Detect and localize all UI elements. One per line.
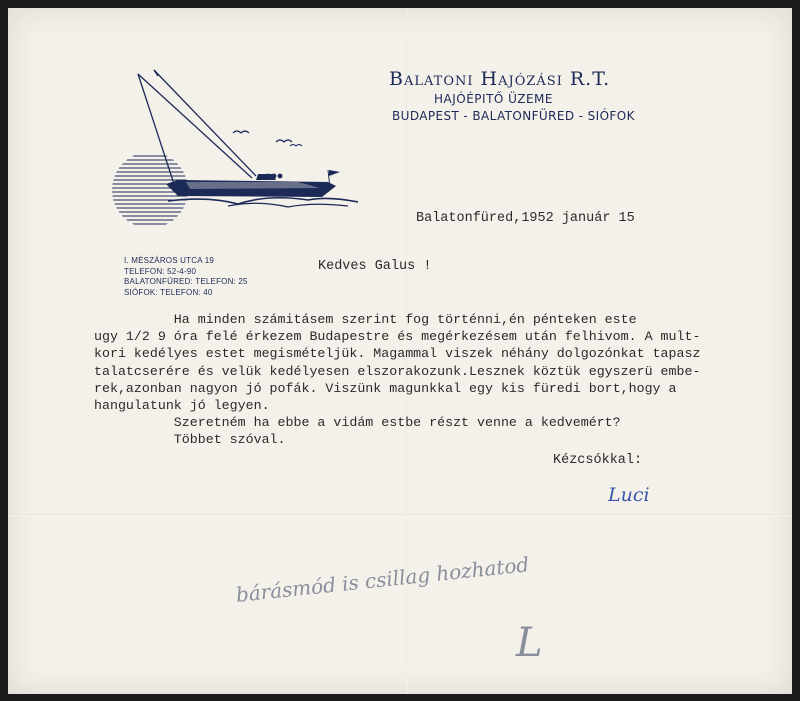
company-locations: BUDAPEST - BALATONFÜRED - SIÓFOK bbox=[392, 109, 635, 123]
pencil-initial: L bbox=[516, 620, 543, 666]
body-line: Ha minden számitásem szerint fog történni,én pénteken este bbox=[94, 312, 637, 327]
body-line: kori kedélyes estet megismételjük. Magammal viszek néhány dolgozónkat tapasz bbox=[94, 346, 701, 362]
letter-closing: Kézcsókkal: bbox=[553, 453, 643, 468]
body-line: ugy 1/2 9 óra felé érkezem Budapestre és megérkezésem után felhivom. A mult- bbox=[94, 329, 701, 345]
company-header bbox=[389, 68, 689, 123]
pencil-annotation: bárásmód is csillag hozhatod bbox=[234, 552, 531, 607]
body-line: Szeretném ha ebbe a vidám estbe részt venne a kedvemért? bbox=[94, 415, 621, 431]
company-name: Balatoni Hajózási R.T. bbox=[389, 68, 611, 90]
address-line: SIÓFOK: TELEFON: 40 bbox=[124, 287, 213, 297]
address-line: I. MÉSZÁROS UTCA 19 bbox=[124, 256, 215, 265]
body-line: rek,azonban nagyon jó pofák. Viszünk magunkkal egy kis füredi bort,hogy a bbox=[94, 380, 677, 396]
signature: Luci bbox=[608, 484, 650, 506]
letter-body bbox=[94, 311, 764, 449]
sailboat-logo-icon bbox=[108, 66, 358, 226]
fold-line-horizontal bbox=[8, 514, 792, 516]
company-address bbox=[124, 256, 264, 298]
body-line: Többet szóval. bbox=[94, 432, 286, 448]
address-line: TELEFON: 52-4-90 bbox=[124, 266, 197, 276]
company-subtitle: HAJÓÉPITŐ ÜZEME bbox=[434, 92, 553, 106]
body-line: talatcserére és velük kedélyesen elszorakozunk.Lesznek köztük egyszerü embe- bbox=[94, 363, 701, 379]
letter-date: Balatonfüred,1952 január 15 bbox=[416, 211, 635, 226]
letter-paper bbox=[8, 8, 792, 694]
letter-salutation: Kedves Galus ! bbox=[318, 259, 432, 274]
body-line: hangulatunk jó legyen. bbox=[94, 398, 270, 414]
address-line: BALATONFÜRED: TELEFON: 25 bbox=[124, 277, 248, 286]
